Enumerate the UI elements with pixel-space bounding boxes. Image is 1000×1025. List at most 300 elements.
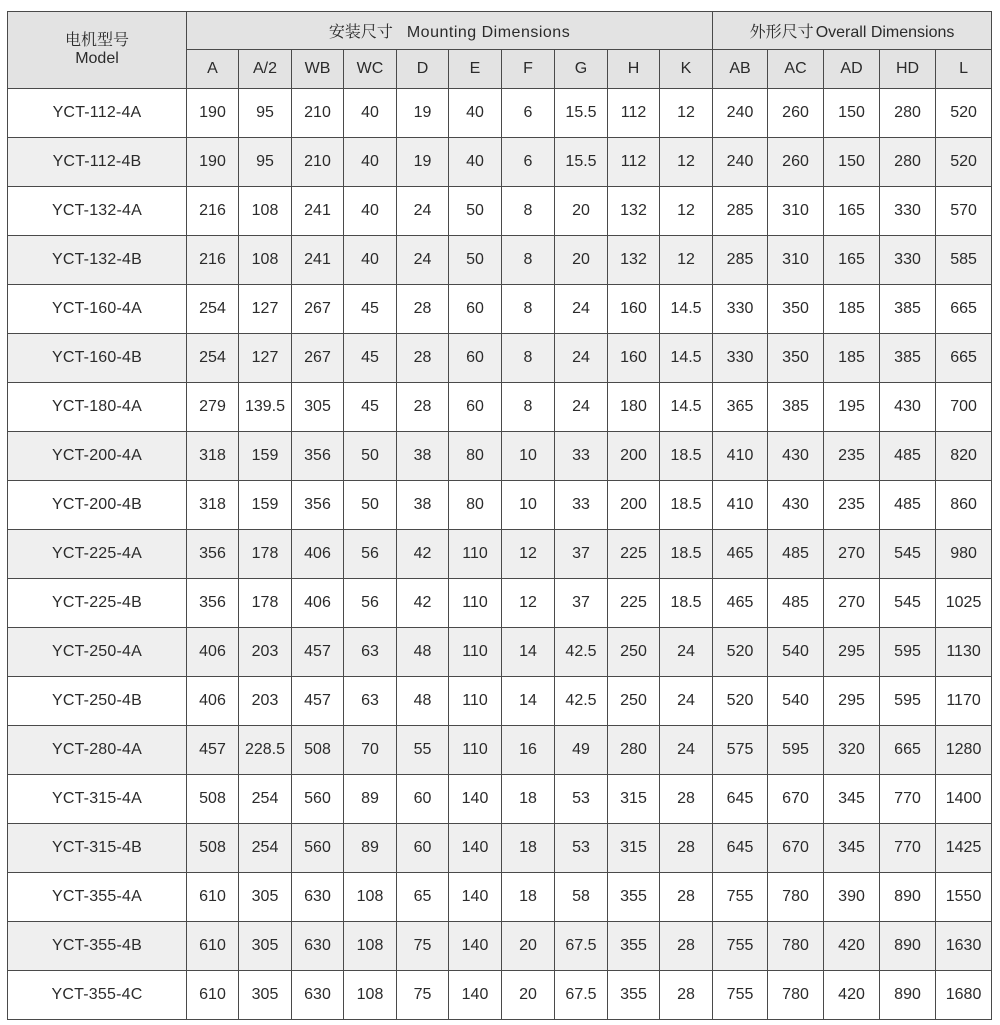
value-cell-hd: 280 bbox=[880, 138, 936, 187]
value-cell-f: 6 bbox=[502, 89, 555, 138]
value-cell-hd: 545 bbox=[880, 579, 936, 628]
value-cell-h: 200 bbox=[608, 481, 660, 530]
group-header-row bbox=[8, 12, 992, 50]
value-cell-k: 12 bbox=[660, 236, 713, 285]
value-cell-ad: 235 bbox=[824, 481, 880, 530]
value-cell-wc: 108 bbox=[344, 971, 397, 1020]
value-cell-a-half2: 127 bbox=[239, 285, 292, 334]
value-cell-k: 28 bbox=[660, 873, 713, 922]
value-cell-a: 610 bbox=[187, 922, 239, 971]
value-cell-a-half2: 127 bbox=[239, 334, 292, 383]
value-cell-l: 1425 bbox=[936, 824, 992, 873]
value-cell-ab: 410 bbox=[713, 432, 768, 481]
value-cell-h: 112 bbox=[608, 138, 660, 187]
model-column-header bbox=[8, 12, 187, 89]
value-cell-k: 18.5 bbox=[660, 481, 713, 530]
value-cell-a-half2: 228.5 bbox=[239, 726, 292, 775]
model-cell: YCT-112-4A bbox=[8, 89, 187, 138]
value-cell-ab: 575 bbox=[713, 726, 768, 775]
value-cell-l: 1630 bbox=[936, 922, 992, 971]
value-cell-ac: 430 bbox=[768, 432, 824, 481]
value-cell-h: 160 bbox=[608, 285, 660, 334]
value-cell-e: 140 bbox=[449, 971, 502, 1020]
value-cell-g: 53 bbox=[555, 775, 608, 824]
value-cell-ac: 780 bbox=[768, 922, 824, 971]
value-cell-a-half2: 108 bbox=[239, 236, 292, 285]
column-header-g: G bbox=[555, 50, 608, 89]
value-cell-f: 18 bbox=[502, 824, 555, 873]
value-cell-e: 40 bbox=[449, 89, 502, 138]
value-cell-l: 820 bbox=[936, 432, 992, 481]
overall-group-zh: 外形尺寸 bbox=[749, 24, 814, 41]
value-cell-ab: 465 bbox=[713, 530, 768, 579]
value-cell-h: 315 bbox=[608, 775, 660, 824]
value-cell-d: 48 bbox=[397, 628, 449, 677]
value-cell-wb: 241 bbox=[292, 236, 344, 285]
value-cell-d: 28 bbox=[397, 383, 449, 432]
value-cell-wb: 267 bbox=[292, 334, 344, 383]
value-cell-h: 160 bbox=[608, 334, 660, 383]
value-cell-g: 67.5 bbox=[555, 922, 608, 971]
value-cell-k: 24 bbox=[660, 677, 713, 726]
value-cell-e: 110 bbox=[449, 579, 502, 628]
value-cell-g: 24 bbox=[555, 285, 608, 334]
value-cell-d: 42 bbox=[397, 579, 449, 628]
value-cell-a-half2: 95 bbox=[239, 138, 292, 187]
value-cell-ad: 320 bbox=[824, 726, 880, 775]
value-cell-l: 520 bbox=[936, 138, 992, 187]
value-cell-a: 190 bbox=[187, 89, 239, 138]
value-cell-h: 225 bbox=[608, 579, 660, 628]
value-cell-wc: 50 bbox=[344, 481, 397, 530]
table-row bbox=[8, 873, 992, 922]
value-cell-hd: 385 bbox=[880, 285, 936, 334]
value-cell-k: 12 bbox=[660, 187, 713, 236]
value-cell-a-half2: 95 bbox=[239, 89, 292, 138]
value-cell-f: 6 bbox=[502, 138, 555, 187]
value-cell-e: 110 bbox=[449, 677, 502, 726]
value-cell-a: 318 bbox=[187, 481, 239, 530]
value-cell-a: 610 bbox=[187, 971, 239, 1020]
table-row bbox=[8, 432, 992, 481]
value-cell-g: 53 bbox=[555, 824, 608, 873]
value-cell-k: 12 bbox=[660, 89, 713, 138]
value-cell-ac: 485 bbox=[768, 579, 824, 628]
value-cell-wc: 45 bbox=[344, 285, 397, 334]
value-cell-l: 665 bbox=[936, 334, 992, 383]
model-cell: YCT-160-4A bbox=[8, 285, 187, 334]
value-cell-e: 140 bbox=[449, 922, 502, 971]
table-row bbox=[8, 187, 992, 236]
value-cell-a: 508 bbox=[187, 775, 239, 824]
value-cell-k: 24 bbox=[660, 726, 713, 775]
value-cell-a-half2: 203 bbox=[239, 628, 292, 677]
mounting-group-zh: 安装尺寸 bbox=[328, 24, 393, 41]
value-cell-f: 14 bbox=[502, 677, 555, 726]
value-cell-k: 14.5 bbox=[660, 383, 713, 432]
value-cell-wb: 406 bbox=[292, 579, 344, 628]
value-cell-ad: 165 bbox=[824, 187, 880, 236]
value-cell-a: 254 bbox=[187, 334, 239, 383]
value-cell-h: 200 bbox=[608, 432, 660, 481]
value-cell-f: 14 bbox=[502, 628, 555, 677]
model-header-en: Model bbox=[75, 50, 119, 67]
model-cell: YCT-180-4A bbox=[8, 383, 187, 432]
value-cell-wc: 40 bbox=[344, 138, 397, 187]
value-cell-d: 19 bbox=[397, 89, 449, 138]
value-cell-hd: 770 bbox=[880, 775, 936, 824]
model-cell: YCT-355-4C bbox=[8, 971, 187, 1020]
value-cell-ab: 755 bbox=[713, 922, 768, 971]
value-cell-f: 8 bbox=[502, 383, 555, 432]
value-cell-hd: 595 bbox=[880, 677, 936, 726]
table-row bbox=[8, 89, 992, 138]
table-row bbox=[8, 971, 992, 1020]
overall-group-en: Overall Dimensions bbox=[815, 24, 955, 41]
value-cell-ab: 365 bbox=[713, 383, 768, 432]
value-cell-ac: 485 bbox=[768, 530, 824, 579]
value-cell-ac: 350 bbox=[768, 285, 824, 334]
value-cell-f: 20 bbox=[502, 971, 555, 1020]
value-cell-l: 570 bbox=[936, 187, 992, 236]
value-cell-g: 42.5 bbox=[555, 677, 608, 726]
value-cell-e: 110 bbox=[449, 628, 502, 677]
value-cell-a-half2: 254 bbox=[239, 824, 292, 873]
value-cell-d: 42 bbox=[397, 530, 449, 579]
value-cell-wc: 45 bbox=[344, 334, 397, 383]
column-header-f: F bbox=[502, 50, 555, 89]
value-cell-a-half2: 139.5 bbox=[239, 383, 292, 432]
value-cell-wc: 63 bbox=[344, 677, 397, 726]
value-cell-k: 18.5 bbox=[660, 530, 713, 579]
value-cell-d: 38 bbox=[397, 432, 449, 481]
value-cell-ac: 310 bbox=[768, 236, 824, 285]
value-cell-a-half2: 159 bbox=[239, 432, 292, 481]
value-cell-ab: 285 bbox=[713, 236, 768, 285]
value-cell-f: 8 bbox=[502, 187, 555, 236]
value-cell-a-half2: 178 bbox=[239, 579, 292, 628]
value-cell-hd: 890 bbox=[880, 873, 936, 922]
value-cell-h: 225 bbox=[608, 530, 660, 579]
value-cell-a-half2: 305 bbox=[239, 873, 292, 922]
value-cell-e: 140 bbox=[449, 824, 502, 873]
value-cell-f: 18 bbox=[502, 873, 555, 922]
value-cell-hd: 385 bbox=[880, 334, 936, 383]
model-cell: YCT-250-4A bbox=[8, 628, 187, 677]
value-cell-g: 24 bbox=[555, 383, 608, 432]
value-cell-ac: 350 bbox=[768, 334, 824, 383]
value-cell-wb: 630 bbox=[292, 873, 344, 922]
value-cell-a: 254 bbox=[187, 285, 239, 334]
value-cell-wb: 457 bbox=[292, 677, 344, 726]
value-cell-wc: 63 bbox=[344, 628, 397, 677]
value-cell-a: 457 bbox=[187, 726, 239, 775]
value-cell-wb: 406 bbox=[292, 530, 344, 579]
column-header-ab: AB bbox=[713, 50, 768, 89]
value-cell-h: 315 bbox=[608, 824, 660, 873]
value-cell-hd: 770 bbox=[880, 824, 936, 873]
value-cell-ad: 295 bbox=[824, 628, 880, 677]
value-cell-ac: 540 bbox=[768, 677, 824, 726]
model-cell: YCT-225-4B bbox=[8, 579, 187, 628]
column-header-hd: HD bbox=[880, 50, 936, 89]
value-cell-wc: 45 bbox=[344, 383, 397, 432]
value-cell-e: 80 bbox=[449, 481, 502, 530]
model-cell: YCT-132-4A bbox=[8, 187, 187, 236]
table-row bbox=[8, 726, 992, 775]
value-cell-h: 355 bbox=[608, 873, 660, 922]
value-cell-wc: 70 bbox=[344, 726, 397, 775]
value-cell-l: 1025 bbox=[936, 579, 992, 628]
value-cell-a: 610 bbox=[187, 873, 239, 922]
value-cell-h: 280 bbox=[608, 726, 660, 775]
value-cell-l: 1170 bbox=[936, 677, 992, 726]
column-header-d: D bbox=[397, 50, 449, 89]
value-cell-ac: 260 bbox=[768, 89, 824, 138]
model-cell: YCT-132-4B bbox=[8, 236, 187, 285]
value-cell-l: 1130 bbox=[936, 628, 992, 677]
value-cell-wb: 356 bbox=[292, 481, 344, 530]
value-cell-wb: 210 bbox=[292, 138, 344, 187]
value-cell-h: 355 bbox=[608, 922, 660, 971]
mounting-group-en: Mounting Dimensions bbox=[406, 24, 571, 41]
value-cell-wb: 630 bbox=[292, 971, 344, 1020]
value-cell-ab: 285 bbox=[713, 187, 768, 236]
table-row bbox=[8, 579, 992, 628]
value-cell-e: 50 bbox=[449, 187, 502, 236]
column-header-l: L bbox=[936, 50, 992, 89]
value-cell-l: 665 bbox=[936, 285, 992, 334]
value-cell-h: 250 bbox=[608, 628, 660, 677]
column-header-k: K bbox=[660, 50, 713, 89]
value-cell-wc: 89 bbox=[344, 824, 397, 873]
value-cell-a-half2: 254 bbox=[239, 775, 292, 824]
value-cell-d: 75 bbox=[397, 922, 449, 971]
value-cell-ab: 520 bbox=[713, 677, 768, 726]
value-cell-a: 216 bbox=[187, 187, 239, 236]
value-cell-hd: 330 bbox=[880, 187, 936, 236]
column-header-h: H bbox=[608, 50, 660, 89]
value-cell-ac: 310 bbox=[768, 187, 824, 236]
value-cell-wc: 40 bbox=[344, 236, 397, 285]
value-cell-h: 132 bbox=[608, 187, 660, 236]
value-cell-f: 20 bbox=[502, 922, 555, 971]
value-cell-d: 65 bbox=[397, 873, 449, 922]
value-cell-a: 406 bbox=[187, 677, 239, 726]
value-cell-wb: 267 bbox=[292, 285, 344, 334]
value-cell-ad: 270 bbox=[824, 530, 880, 579]
value-cell-wb: 560 bbox=[292, 824, 344, 873]
value-cell-wc: 108 bbox=[344, 922, 397, 971]
value-cell-f: 8 bbox=[502, 334, 555, 383]
column-header-a-half2: A/2 bbox=[239, 50, 292, 89]
value-cell-l: 860 bbox=[936, 481, 992, 530]
value-cell-l: 980 bbox=[936, 530, 992, 579]
model-cell: YCT-225-4A bbox=[8, 530, 187, 579]
value-cell-k: 14.5 bbox=[660, 334, 713, 383]
mounting-dimensions-group-header bbox=[187, 12, 713, 50]
value-cell-a-half2: 305 bbox=[239, 971, 292, 1020]
value-cell-a: 216 bbox=[187, 236, 239, 285]
value-cell-h: 112 bbox=[608, 89, 660, 138]
value-cell-hd: 595 bbox=[880, 628, 936, 677]
table-row bbox=[8, 922, 992, 971]
value-cell-g: 33 bbox=[555, 432, 608, 481]
value-cell-e: 60 bbox=[449, 285, 502, 334]
value-cell-l: 1400 bbox=[936, 775, 992, 824]
model-cell: YCT-200-4B bbox=[8, 481, 187, 530]
table-row bbox=[8, 236, 992, 285]
value-cell-g: 67.5 bbox=[555, 971, 608, 1020]
value-cell-d: 60 bbox=[397, 775, 449, 824]
value-cell-ab: 330 bbox=[713, 334, 768, 383]
model-cell: YCT-280-4A bbox=[8, 726, 187, 775]
value-cell-wc: 40 bbox=[344, 187, 397, 236]
value-cell-g: 20 bbox=[555, 187, 608, 236]
value-cell-ac: 540 bbox=[768, 628, 824, 677]
value-cell-wc: 89 bbox=[344, 775, 397, 824]
value-cell-g: 20 bbox=[555, 236, 608, 285]
value-cell-wc: 56 bbox=[344, 530, 397, 579]
value-cell-wb: 630 bbox=[292, 922, 344, 971]
value-cell-e: 110 bbox=[449, 530, 502, 579]
table-row bbox=[8, 481, 992, 530]
value-cell-wc: 40 bbox=[344, 89, 397, 138]
value-cell-l: 1280 bbox=[936, 726, 992, 775]
table-row bbox=[8, 530, 992, 579]
value-cell-ac: 385 bbox=[768, 383, 824, 432]
value-cell-g: 15.5 bbox=[555, 89, 608, 138]
value-cell-hd: 665 bbox=[880, 726, 936, 775]
value-cell-k: 18.5 bbox=[660, 432, 713, 481]
value-cell-d: 38 bbox=[397, 481, 449, 530]
value-cell-ad: 185 bbox=[824, 285, 880, 334]
value-cell-d: 24 bbox=[397, 187, 449, 236]
value-cell-k: 28 bbox=[660, 824, 713, 873]
value-cell-d: 24 bbox=[397, 236, 449, 285]
value-cell-ab: 465 bbox=[713, 579, 768, 628]
value-cell-k: 24 bbox=[660, 628, 713, 677]
value-cell-l: 1680 bbox=[936, 971, 992, 1020]
column-header-wc: WC bbox=[344, 50, 397, 89]
value-cell-d: 28 bbox=[397, 285, 449, 334]
value-cell-ad: 420 bbox=[824, 922, 880, 971]
value-cell-a-half2: 305 bbox=[239, 922, 292, 971]
value-cell-wb: 508 bbox=[292, 726, 344, 775]
value-cell-l: 700 bbox=[936, 383, 992, 432]
value-cell-ad: 150 bbox=[824, 138, 880, 187]
value-cell-a: 279 bbox=[187, 383, 239, 432]
value-cell-f: 8 bbox=[502, 236, 555, 285]
value-cell-ab: 240 bbox=[713, 138, 768, 187]
value-cell-g: 58 bbox=[555, 873, 608, 922]
value-cell-f: 10 bbox=[502, 481, 555, 530]
value-cell-hd: 280 bbox=[880, 89, 936, 138]
model-cell: YCT-200-4A bbox=[8, 432, 187, 481]
value-cell-a: 318 bbox=[187, 432, 239, 481]
value-cell-d: 28 bbox=[397, 334, 449, 383]
value-cell-wb: 210 bbox=[292, 89, 344, 138]
value-cell-l: 585 bbox=[936, 236, 992, 285]
model-cell: YCT-355-4A bbox=[8, 873, 187, 922]
value-cell-ac: 670 bbox=[768, 824, 824, 873]
value-cell-ad: 165 bbox=[824, 236, 880, 285]
value-cell-f: 12 bbox=[502, 579, 555, 628]
value-cell-f: 12 bbox=[502, 530, 555, 579]
value-cell-hd: 485 bbox=[880, 432, 936, 481]
value-cell-ad: 420 bbox=[824, 971, 880, 1020]
value-cell-k: 14.5 bbox=[660, 285, 713, 334]
value-cell-ab: 520 bbox=[713, 628, 768, 677]
value-cell-a: 356 bbox=[187, 579, 239, 628]
value-cell-h: 132 bbox=[608, 236, 660, 285]
value-cell-ad: 270 bbox=[824, 579, 880, 628]
table-row bbox=[8, 334, 992, 383]
value-cell-k: 12 bbox=[660, 138, 713, 187]
value-cell-ad: 345 bbox=[824, 775, 880, 824]
value-cell-e: 40 bbox=[449, 138, 502, 187]
value-cell-d: 75 bbox=[397, 971, 449, 1020]
value-cell-g: 37 bbox=[555, 530, 608, 579]
value-cell-e: 60 bbox=[449, 334, 502, 383]
value-cell-wb: 305 bbox=[292, 383, 344, 432]
table-header bbox=[8, 12, 992, 89]
value-cell-k: 18.5 bbox=[660, 579, 713, 628]
value-cell-ad: 195 bbox=[824, 383, 880, 432]
overall-dimensions-group-header bbox=[713, 12, 992, 50]
table-row bbox=[8, 628, 992, 677]
value-cell-ac: 430 bbox=[768, 481, 824, 530]
column-header-wb: WB bbox=[292, 50, 344, 89]
value-cell-hd: 330 bbox=[880, 236, 936, 285]
column-header-ad: AD bbox=[824, 50, 880, 89]
value-cell-wb: 241 bbox=[292, 187, 344, 236]
value-cell-g: 33 bbox=[555, 481, 608, 530]
value-cell-wc: 108 bbox=[344, 873, 397, 922]
value-cell-hd: 890 bbox=[880, 971, 936, 1020]
value-cell-k: 28 bbox=[660, 971, 713, 1020]
model-cell: YCT-160-4B bbox=[8, 334, 187, 383]
value-cell-ad: 185 bbox=[824, 334, 880, 383]
value-cell-l: 520 bbox=[936, 89, 992, 138]
value-cell-a: 190 bbox=[187, 138, 239, 187]
value-cell-hd: 545 bbox=[880, 530, 936, 579]
value-cell-f: 16 bbox=[502, 726, 555, 775]
column-header-a: A bbox=[187, 50, 239, 89]
table-row bbox=[8, 383, 992, 432]
model-cell: YCT-112-4B bbox=[8, 138, 187, 187]
value-cell-d: 60 bbox=[397, 824, 449, 873]
value-cell-ad: 295 bbox=[824, 677, 880, 726]
value-cell-g: 42.5 bbox=[555, 628, 608, 677]
table-row bbox=[8, 138, 992, 187]
value-cell-e: 140 bbox=[449, 775, 502, 824]
value-cell-a-half2: 108 bbox=[239, 187, 292, 236]
value-cell-g: 24 bbox=[555, 334, 608, 383]
table-body bbox=[8, 89, 992, 1020]
value-cell-h: 180 bbox=[608, 383, 660, 432]
value-cell-e: 60 bbox=[449, 383, 502, 432]
table-row bbox=[8, 775, 992, 824]
value-cell-wb: 560 bbox=[292, 775, 344, 824]
value-cell-h: 250 bbox=[608, 677, 660, 726]
value-cell-a: 508 bbox=[187, 824, 239, 873]
value-cell-g: 15.5 bbox=[555, 138, 608, 187]
value-cell-f: 10 bbox=[502, 432, 555, 481]
value-cell-wb: 356 bbox=[292, 432, 344, 481]
value-cell-ac: 780 bbox=[768, 971, 824, 1020]
value-cell-e: 110 bbox=[449, 726, 502, 775]
